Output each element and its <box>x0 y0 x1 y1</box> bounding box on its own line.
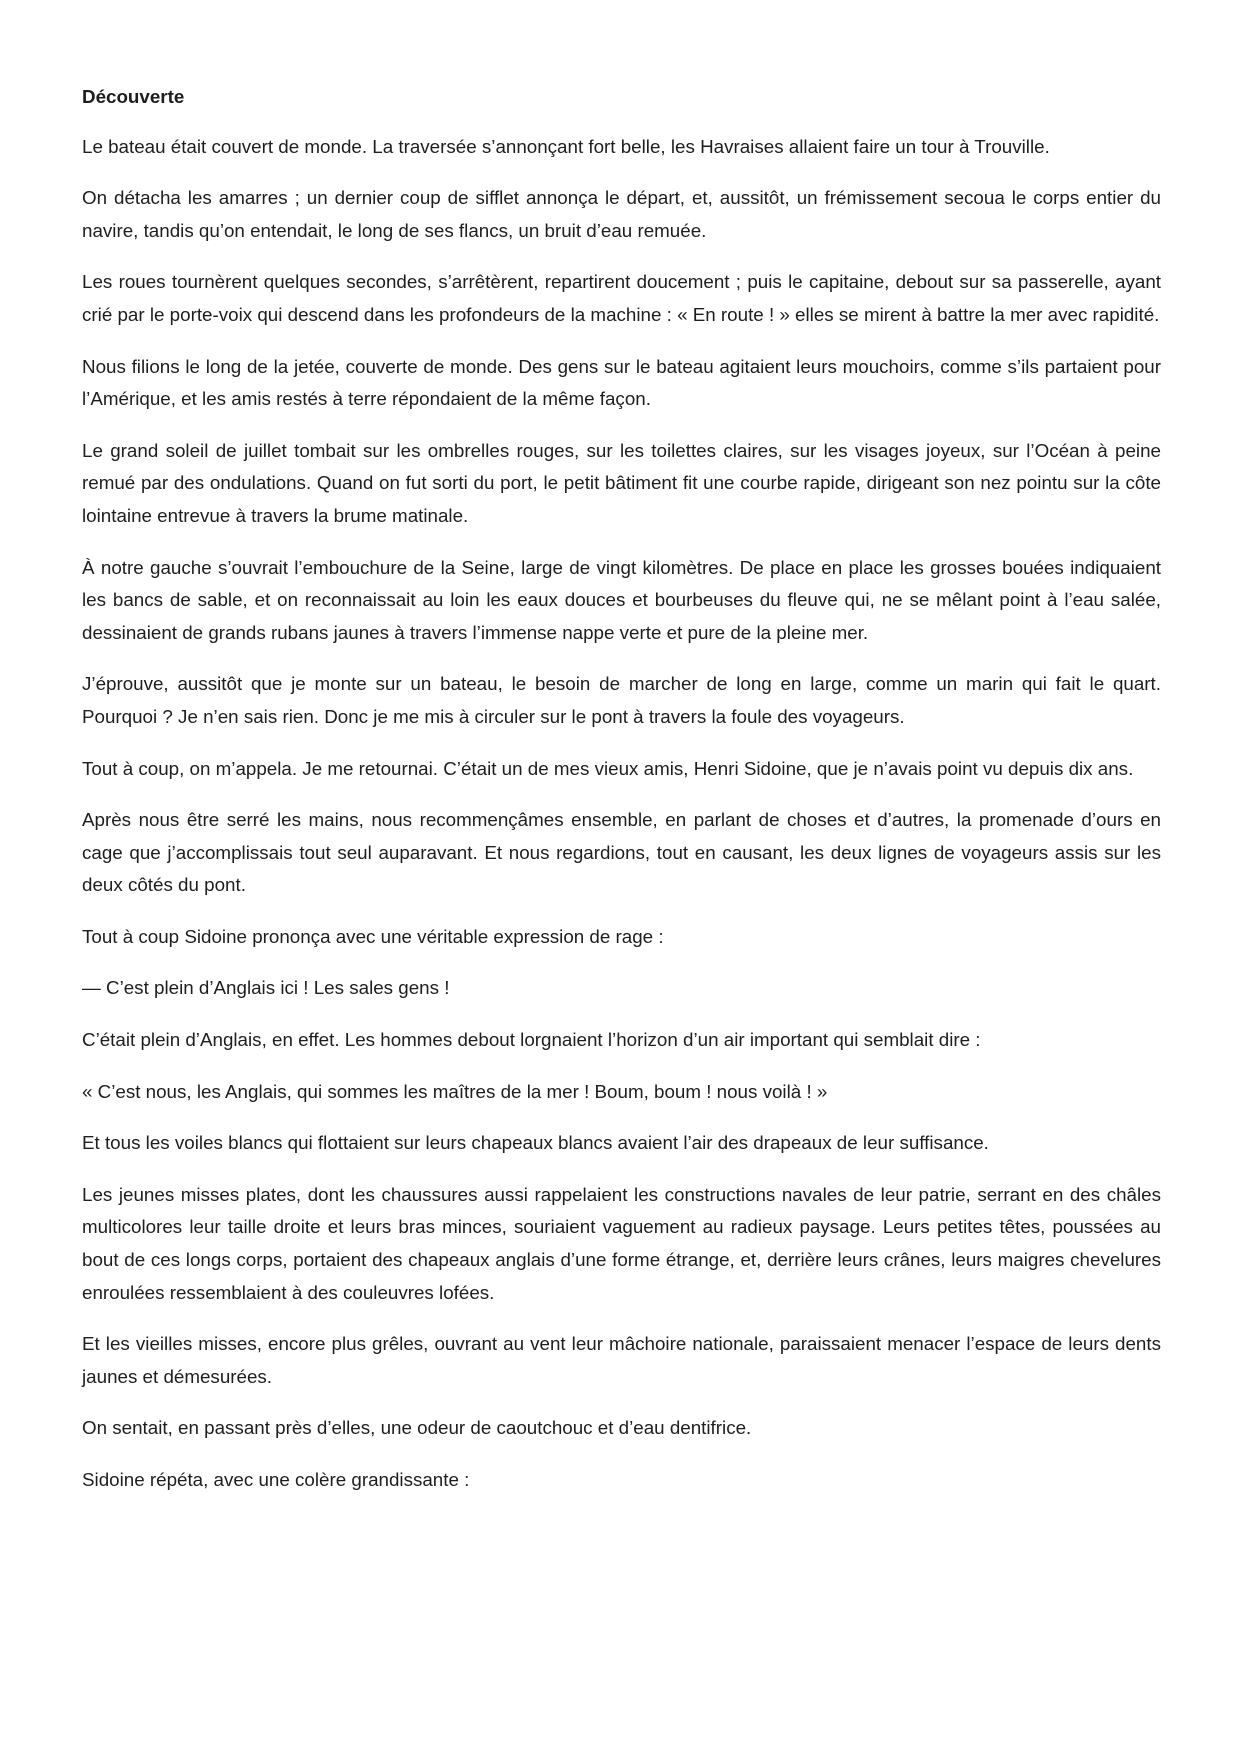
paragraph: Tout à coup Sidoine prononça avec une véritable expression de rage : <box>82 925 664 947</box>
paragraph: On détacha les amarres ; un dernier coup de sifflet annonça le départ, et, aussitôt, un frémissement secoua le corps entier du navire, tandis qu’on entendait, le long de ses flancs, un bruit d’eau remuée. <box>82 187 1161 241</box>
paragraph: Le grand soleil de juillet tombait sur les ombrelles rouges, sur les toilettes claires, sur les visages joyeux, sur l’Océan à peine remué par des ondulations. Quand on fut sorti du port, le petit bâtiment fit une courbe rapide, dirigeant son nez pointu sur la côte lointaine entrevue à travers la brume matinale. <box>82 439 1161 526</box>
paragraph: Et les vieilles misses, encore plus grêles, ouvrant au vent leur mâchoire nationale, paraissaient menacer l’espace de leurs dents jaunes et démesurées. <box>82 1333 1161 1387</box>
dialogue-line: — C’est plein d’Anglais ici ! Les sales gens ! <box>82 977 450 999</box>
paragraph: Tout à coup, on m’appela. Je me retournai. C’était un de mes vieux amis, Henri Sidoine, que je n’avais point vu depuis dix ans. <box>82 757 1134 779</box>
document-body <box>82 81 1161 1516</box>
paragraph: Les roues tournèrent quelques secondes, s’arrêtèrent, repartirent doucement ; puis le capitaine, debout sur sa passerelle, ayant crié par le porte-voix qui descend dans les profondeurs de la machine : « En route ! » elles se mirent à battre la mer avec rapidité. <box>82 271 1161 325</box>
paragraph: On sentait, en passant près d’elles, une odeur de caoutchouc et d’eau dentifrice. <box>82 1417 752 1439</box>
paragraph: Les jeunes misses plates, dont les chaussures aussi rappelaient les constructions navales de leur patrie, serrant en des châles multicolores leur taille droite et leurs bras minces, souriaient vaguement au radieux paysage. Leurs petites têtes, poussées au bout de ces longs corps, portaient des chapeaux anglais d’une forme étrange, et, derrière leurs crânes, leurs maigres chevelures enroulées ressemblaient à des couleuvres lofées. <box>82 1183 1161 1303</box>
paragraph: À notre gauche s’ouvrait l’embouchure de la Seine, large de vingt kilomètres. De place en place les grosses bouées indiquaient les bancs de sable, et on reconnaissait au loin les eaux douces et bourbeuses du fleuve qui, ne se mêlant point à l’eau salée, dessinaient de grands rubans jaunes à travers l’immense nappe verte et pure de la pleine mer. <box>82 556 1161 643</box>
document-title: Découverte <box>82 86 185 107</box>
paragraph: C’était plein d’Anglais, en effet. Les hommes debout lorgnaient l’horizon d’un air important qui semblait dire : <box>82 1029 981 1051</box>
paragraph: Après nous être serré les mains, nous recommençâmes ensemble, en parlant de choses et d’autres, la promenade d’ours en cage que j’accomplissais tout seul auparavant. Et nous regardions, tout en causant, les deux lignes de voyageurs assis sur les deux côtés du pont. <box>82 809 1161 896</box>
paragraph: Nous filions le long de la jetée, couverte de monde. Des gens sur le bateau agitaient leurs mouchoirs, comme s’ils partaient pour l’Amérique, et les amis restés à terre répondaient de la même façon. <box>82 355 1161 410</box>
quoted-line: « C’est nous, les Anglais, qui sommes les maîtres de la mer ! Boum, boum ! nous voilà ! » <box>82 1080 828 1102</box>
paragraph: Le bateau était couvert de monde. La traversée s’annonçant fort belle, les Havraises allaient faire un tour à Trouville. <box>82 135 1050 157</box>
paragraph: J’éprouve, aussitôt que je monte sur un bateau, le besoin de marcher de long en large, comme un marin qui fait le quart. Pourquoi ? Je n’en sais rien. Donc je me mis à circuler sur le pont à travers la foule des voyageurs. <box>82 673 1161 727</box>
paragraph: Sidoine répéta, avec une colère grandissante : <box>82 1469 470 1490</box>
paragraph: Et tous les voiles blancs qui flottaient sur leurs chapeaux blancs avaient l’air des drapeaux de leur suffisance. <box>82 1132 989 1154</box>
